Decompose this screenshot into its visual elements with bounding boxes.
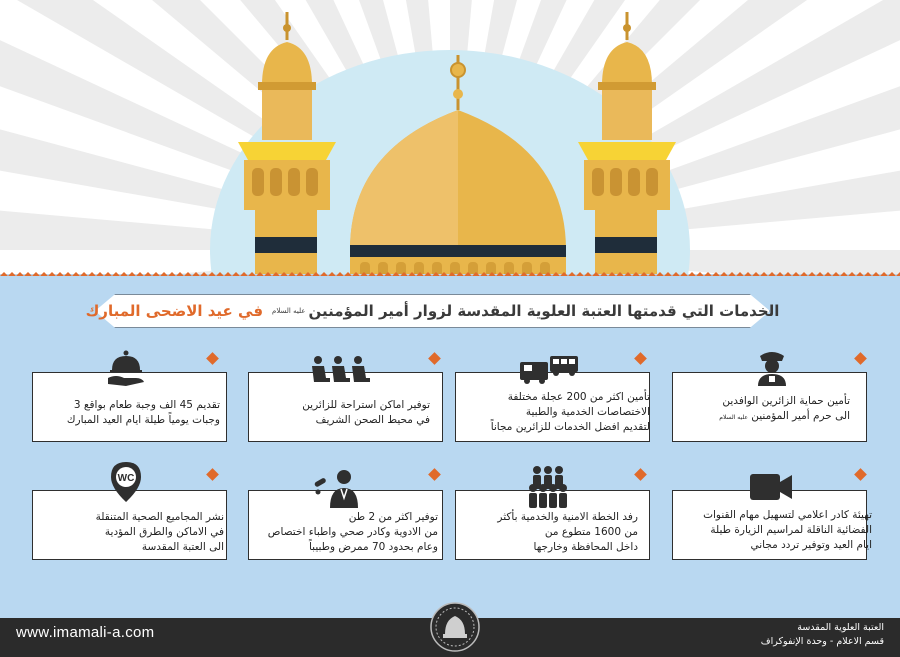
vehicles-icon xyxy=(518,352,580,384)
card-medical-text xyxy=(238,510,438,555)
card-line: نشر المجاميع الصحية المتنقلة xyxy=(95,511,224,523)
card-line: في الاماكن والطرق المؤدية xyxy=(104,526,224,538)
resting-people-icon xyxy=(310,352,370,384)
card-line: وجبات يومياً طيلة ايام العيد المبارك xyxy=(66,414,220,426)
card-line: رفد الخطة الامنية والخدمية بأكثر xyxy=(497,511,638,523)
title-main: الخدمات التي قدمتها العتبة العلوية المقدسة لزوار أمير المؤمنين xyxy=(308,302,780,320)
card-line: تأمين اكثر من 200 عجلة مختلفة xyxy=(507,391,650,403)
card-line: في محيط الصحن الشريف xyxy=(315,414,430,426)
panel-edge-decoration xyxy=(0,268,900,280)
org-department: قسم الاعلام - وحدة الإنفوكراف xyxy=(760,636,884,647)
wc-location-icon xyxy=(108,460,144,504)
card-vehicles-text xyxy=(460,390,650,435)
food-serving-icon xyxy=(106,348,146,388)
card-line: تأمين حماية الزائرين الوافدين xyxy=(722,395,850,407)
police-officer-icon xyxy=(752,346,792,386)
card-line: الى العتبة المقدسة xyxy=(141,541,224,553)
wc-label: WC xyxy=(117,473,135,484)
shrine-illustration xyxy=(0,0,900,280)
card-line: وعام بحدود 70 ممرض وطبيباً xyxy=(308,541,438,553)
card-volunteers-text xyxy=(458,510,638,555)
card-meals-text xyxy=(35,398,220,428)
card-line: الاختصاصات الخدمية والطبية xyxy=(525,406,650,418)
card-line: توفير اكثر من 2 طن xyxy=(348,511,438,523)
org-name: العتبة العلوية المقدسة xyxy=(797,622,884,633)
card-honorific: عليه السلام xyxy=(719,414,748,421)
card-media-text xyxy=(672,508,872,553)
card-line: من الادوية وكادر صحي واطباء اختصاص xyxy=(267,526,438,538)
doctor-medicine-icon xyxy=(312,468,362,508)
card-line: داخل المحافظة وخارجها xyxy=(533,541,638,553)
page-title xyxy=(85,294,780,328)
shrine-seal-logo xyxy=(430,602,480,652)
organization-info xyxy=(761,621,884,649)
card-line: من 1600 متطوع من xyxy=(544,526,638,538)
card-rest-text xyxy=(260,398,430,428)
card-protection-text xyxy=(670,394,850,425)
card-line: الفضائية الناقلة لمراسيم الزيارة طيلة xyxy=(710,524,872,536)
video-camera-icon xyxy=(748,470,794,504)
card-line: توفير اماكن استراحة للزائرين xyxy=(302,399,430,411)
title-honorific: عليه السلام xyxy=(272,307,306,315)
volunteers-group-icon xyxy=(525,464,571,510)
card-health-text xyxy=(39,510,224,555)
card-line: ايام العيد وتوفير تردد مجاني xyxy=(750,539,872,551)
card-line: تقديم 45 الف وجبة طعام بواقع 3 xyxy=(73,399,220,411)
card-line: الى حرم أمير المؤمنين xyxy=(751,410,850,422)
website-link[interactable]: www.imamali-a.com xyxy=(16,624,155,641)
title-occasion: في عيد الاضحى المبارك xyxy=(85,302,264,320)
card-line: لتقديم افضل الخدمات للزائرين مجاناً xyxy=(490,421,650,433)
card-line: تهيئة كادر اعلامي لتسهيل مهام القنوات xyxy=(703,509,872,521)
